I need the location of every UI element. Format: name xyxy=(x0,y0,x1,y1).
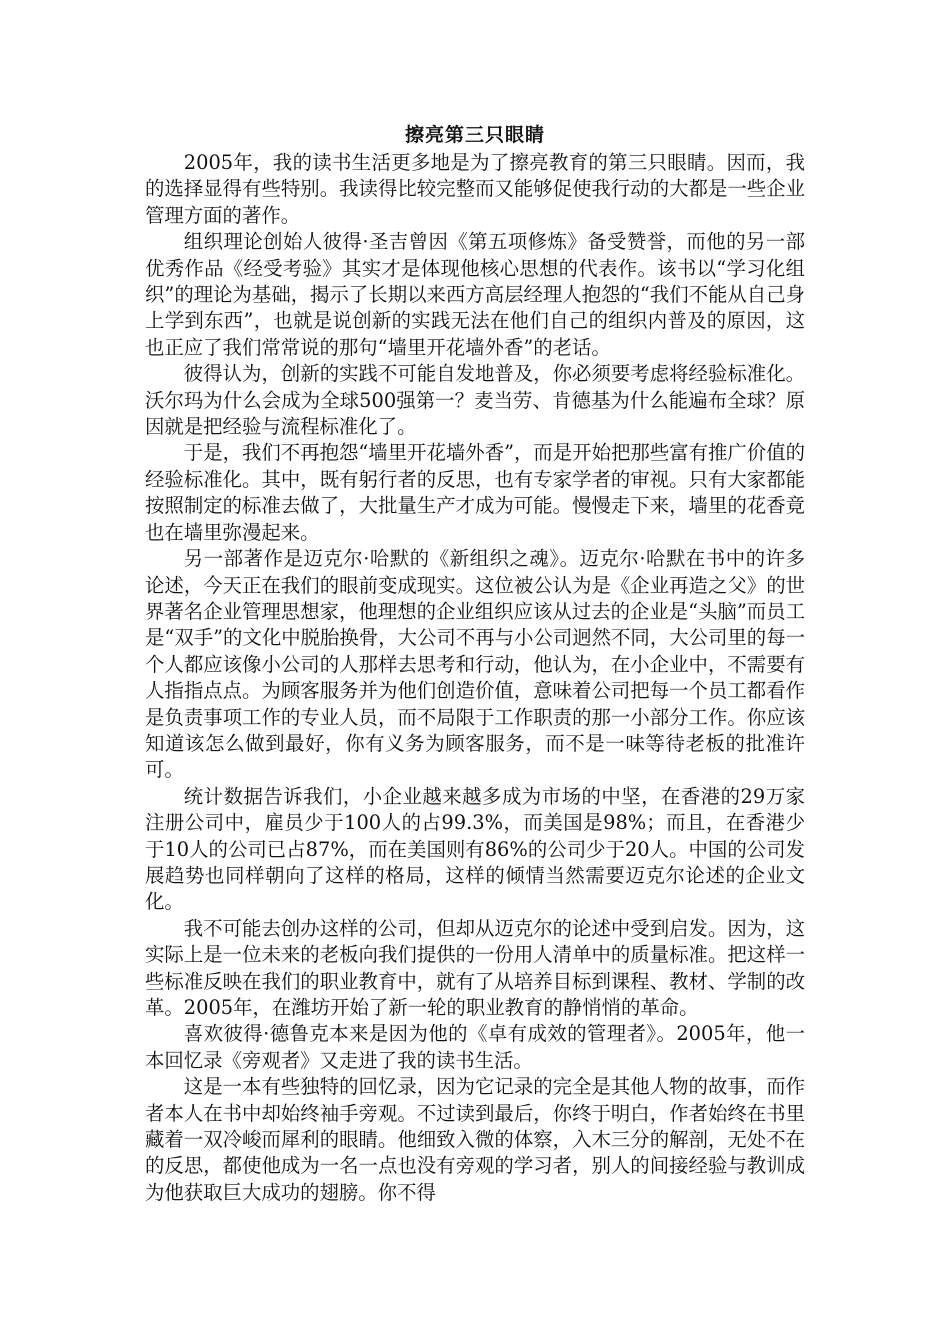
paragraph: 于是，我们不再抱怨“墙里开花墙外香”，而是开始把那些富有推广价值的经验标准化。其中，既有躬行者的反思，也有专家学者的审视。只有大家都能按照制定的标准去做了，大批量生产才成为可能。慢慢走下来，墙里的花香竟也在墙里弥漫起来。 xyxy=(145,441,805,544)
document-page xyxy=(145,122,805,1206)
paragraph: 彼得认为，创新的实践不可能自发地普及，你必须要考虑将经验标准化。沃尔玛为什么会成为全球500强第一？麦当劳、肯德基为什么能遍布全球？原因就是把经验与流程标准化了。 xyxy=(145,362,805,439)
paragraph: 组织理论创始人彼得·圣吉曾因《第五项修炼》备受赞誉，而他的另一部优秀作品《经受考验》其实才是体现他核心思想的代表作。该书以“学习化组织”的理论为基础，揭示了长期以来西方高层经理人抱怨的“我们不能从自己身上学到东西”，也就是说创新的实践无法在他们自己的组织内普及的原因，这也正应了我们常常说的那句“墙里开花墙外香”的老话。 xyxy=(145,230,805,359)
paragraph: 统计数据告诉我们，小企业越来越多成为市场的中坚，在香港的29万家注册公司中，雇员少于100人的占99.3%，而美国是98%；而且，在香港少于10人的公司已占87%，而在美国则有86%的公司少于20人。中国的公司发展趋势也同样朝向了这样的格局，这样的倾情当然需要迈克尔论述的企业文化。 xyxy=(145,784,805,914)
paragraph: 这是一本有些独特的回忆录，因为它记录的完全是其他人物的故事，而作者本人在书中却始终袖手旁观。不过读到最后，你终于明白，作者始终在书里藏着一双冷峻而犀利的眼睛。他细致入微的体察，入木三分的解剖，无处不在的反思，都使他成为一名一点也没有旁观的学习者，别人的间接经验与教训成为他获取巨大成功的翅膀。你不得 xyxy=(145,1075,805,1204)
paragraph: 2005年，我的读书生活更多地是为了擦亮教育的第三只眼睛。因而，我的选择显得有些特别。我读得比较完整而又能够促使我行动的大都是一些企业管理方面的著作。 xyxy=(145,151,805,227)
paragraph: 另一部著作是迈克尔·哈默的《新组织之魂》。迈克尔·哈默在书中的许多论述，今天正在我们的眼前变成现实。这位被公认为是《企业再造之父》的世界著名企业管理思想家，他理想的企业组织应该从过去的企业是“头脑”而员工是“双手”的文化中脱胎换骨，大公司不再与小公司迥然不同，大公司里的每一个人都应该像小公司的人那样去思考和行动，他认为，在小企业中，不需要有人指指点点。为顾客服务并为他们创造价值，意味着公司把每一个员工都看作是负责事项工作的专业人员，而不局限于工作职责的那一小部分工作。你应该知道该怎么做到最好，你有义务为顾客服务，而不是一味等待老板的批准许可。 xyxy=(145,547,805,782)
paragraph: 喜欢彼得·德鲁克本来是因为他的《卓有成效的管理者》。2005年，他一本回忆录《旁观者》又走进了我的读书生活。 xyxy=(145,1022,805,1072)
document-title: 擦亮第三只眼睛 xyxy=(404,124,545,146)
paragraph: 我不可能去创办这样的公司，但却从迈克尔的论述中受到启发。因为，这实际上是一位未来的老板向我们提供的一份用人清单中的质量标准。把这样一些标准反映在我们的职业教育中，就有了从培养目标到课程、教材、学制的改革。2005年，在潍坊开始了新一轮的职业教育的静悄悄的革命。 xyxy=(145,916,805,1019)
